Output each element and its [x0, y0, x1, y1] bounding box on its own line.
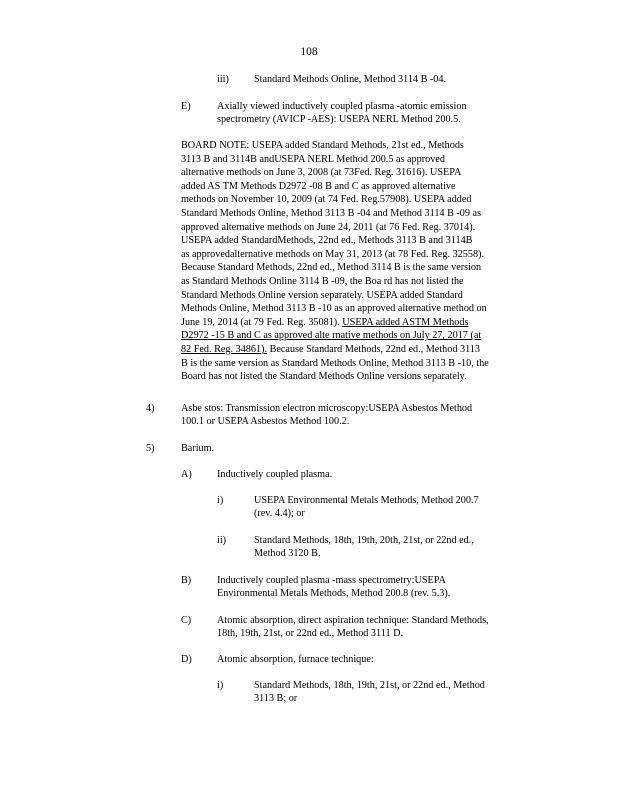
board-note-line: approved alternative methods on June 24, 2011 (at 76 Fed. Reg. 37014). [181, 221, 476, 233]
item-5C-line1: Atomic absorption, direct aspiration technique: Standard Methods, [217, 615, 489, 626]
item-iii-label: iii) [217, 74, 229, 85]
item-5Ai-line2: (rev. 4.4); or [254, 508, 305, 519]
item-5D-label: D) [181, 654, 192, 665]
item-5Aii-label: ii) [217, 535, 227, 546]
item-5A-text: Inductively coupled plasma. [217, 469, 333, 480]
item-5Ai-label: i) [217, 495, 224, 506]
board-note-line: added AS TM Methods D2972 -08 B and C as approved alternative [181, 180, 456, 192]
board-note-line: Board has not listed the Standard Methods Online versions separately. [181, 371, 467, 383]
board-note-line: Standard Methods Online, Method 3113 B -04 and Method 3114 B -09 as [181, 207, 482, 219]
board-note-line: methods on November 10, 2009 (at 74 Fed. Reg.57908). USEPA added [181, 194, 472, 206]
board-note-line: B is the same version as Standard Methods Online, Method 3113 B -10, the [181, 357, 489, 369]
board-note-amendment-line: D2972 -15 B and C as approved alte rnative methods on July 27, 2017 (at [181, 330, 482, 342]
item-5Ai-line1: USEPA Environmental Metals Methods, Method 200.7 [254, 495, 479, 506]
item-iii-text: Standard Methods Online, Method 3114 B -04. [254, 74, 447, 85]
item-5B-line2: Environmental Metals Methods, Method 200.8 (rev. 5.3). [217, 588, 451, 599]
board-note [181, 139, 542, 384]
board-note-line: Because Standard Methods, 22nd ed., Method 3114 B is the same version [181, 262, 482, 274]
board-note-line [181, 316, 542, 330]
board-note-text: June 19, 2014 (at 79 Fed. Reg. 35081). [181, 316, 340, 328]
board-note-line: alternative methods on June 3, 2008 (at 73Fed. Reg. 31616). USEPA [181, 167, 462, 179]
item-5Di-line2: 3113 B; or [254, 693, 298, 704]
item-5A-label: A) [181, 469, 192, 480]
item-5Aii-line1: Standard Methods, 18th, 19th, 20th, 21st, or 22nd ed., [254, 535, 474, 546]
board-note-line: USEPA added StandardMethods, 22nd ed., Methods 3113 B and 3114B [181, 235, 473, 247]
item-5-text: Barium. [181, 443, 215, 454]
item-4-line1: Asbe stos: Transmission electron microscopy:USEPA Asbestos Method [181, 403, 473, 414]
item-E-label: E) [181, 101, 191, 112]
board-note-line: BOARD NOTE: USEPA added Standard Methods, 21st ed., Methods [181, 140, 464, 151]
item-4-label: 4) [146, 403, 155, 414]
item-5D-text: Atomic absorption, furnace technique: [217, 654, 374, 665]
item-5C-line2: 18th, 19th, 21st, or 22nd ed., Method 3111 D. [217, 628, 404, 639]
board-note-line: as approvedalternative methods on May 31, 2013 (at 78 Fed. Reg. 32558). [181, 248, 485, 260]
item-5Di-label: i) [217, 680, 224, 691]
item-5B-label: B) [181, 575, 192, 586]
board-note-amendment: USEPA added ASTM Methods [342, 316, 469, 328]
item-5B-line1: Inductively coupled plasma -mass spectrometry:USEPA [217, 575, 446, 586]
item-5Aii-line2: Method 3120 B. [254, 548, 321, 559]
page-number: 108 [300, 46, 318, 58]
item-4-line2: 100.1 or USEPA Asbestos Method 100.2. [181, 416, 350, 427]
item-5-label: 5) [146, 443, 155, 454]
item-5Di-line1: Standard Methods, 18th, 19th, 21st, or 22nd ed., Method [254, 680, 485, 691]
item-E-line1: Axially viewed inductively coupled plasma -atomic emission [217, 101, 467, 112]
board-note-amendment: 82 Fed. Reg. 34861). [181, 343, 268, 355]
item-5C-label: C) [181, 615, 192, 626]
board-note-line: 3113 B and 3114B andUSEPA NERL Method 200.5 as approved [181, 153, 445, 165]
board-note-line: Standard Methods Online version separately. USEPA added Standard [181, 289, 463, 301]
board-note-text: Because Standard Methods, 22nd ed., Method 3113 [267, 343, 480, 355]
board-note-line: as Standard Methods Online 3114 B -09, the Boa rd has not listed the [181, 275, 464, 287]
board-note-line: Methods Online, Method 3113 B -10 as an approved alternative method on [181, 303, 487, 315]
item-E-line2: spectrometry (AVICP -AES): USEPA NERL Method 200.5. [217, 114, 461, 125]
board-note-line [181, 343, 542, 357]
